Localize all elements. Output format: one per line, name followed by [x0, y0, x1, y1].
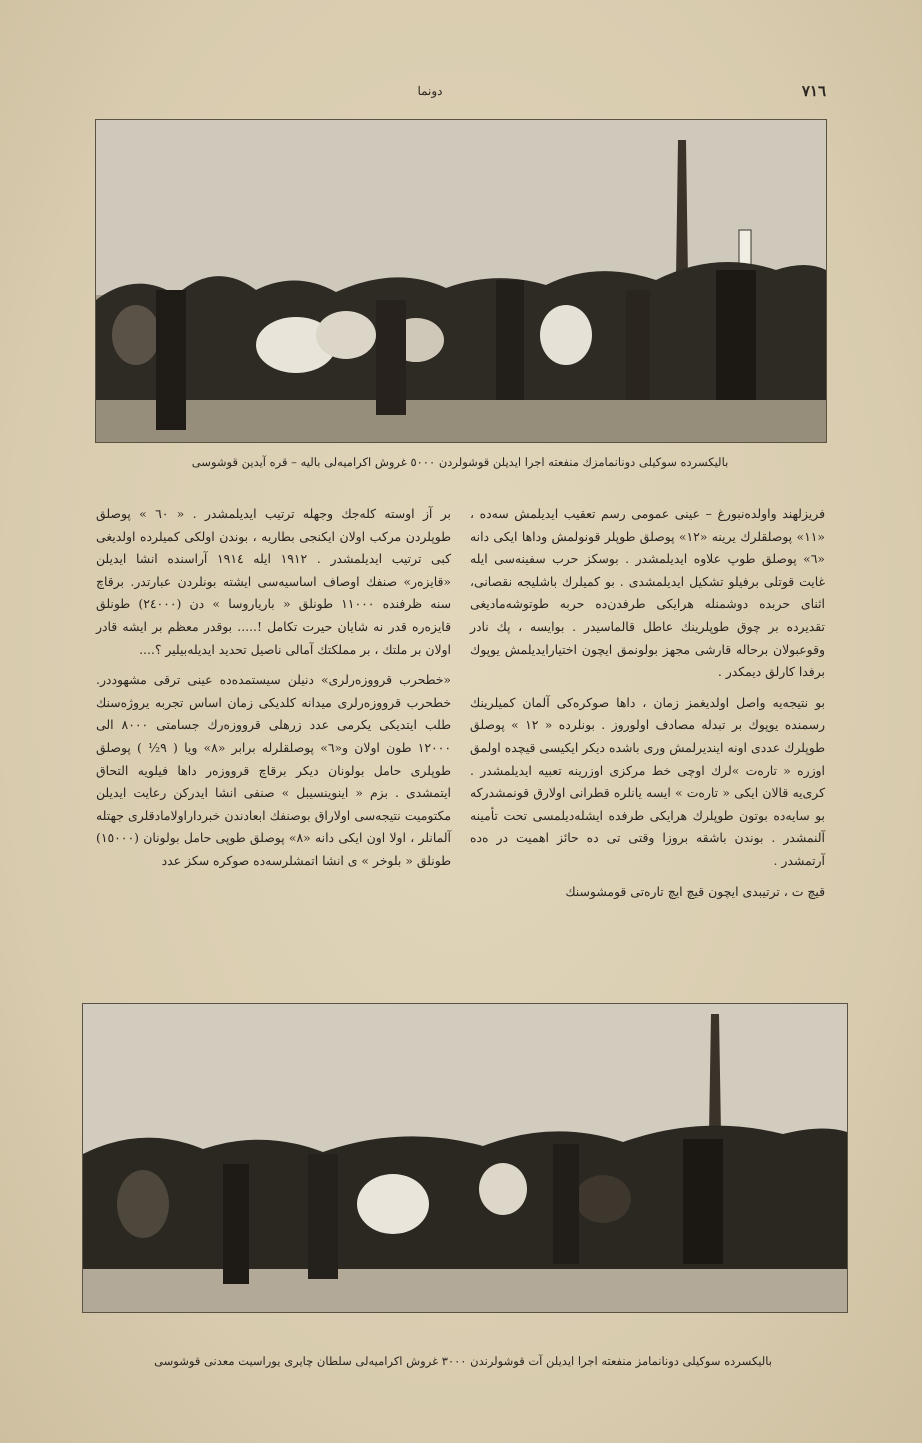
page-number: ٧١٦ [801, 82, 826, 100]
running-title: دونما [417, 84, 443, 98]
text-column-left [96, 503, 451, 995]
bottom-photo-caption: بالیکسرده سوکیلی دونانمامز منفعته اجرا ایدیلن آت قوشولرندن ٣٠٠٠ غروش اکرامیه‌لی سلطان چایری یوراسیت معدنی قوشوسی [154, 1354, 772, 1368]
paragraph: فریزلهند واولدەنبورغ – عینی عمومی رسم تعقیب ایدیلمش سه‌ده ، «١١» پوصلقلرك یرینه «١٢» پوصلق طوپلر قونولمش وداها ایکی دانه «٦» پوصلق طوپ علاوه ایدیلمشدر . بوسکز حرب سفینه‌سی ایله غایت قوتلی برفیلو تشکیل ایدیلمشدی . بو کمیلرك باشلیجه نقصانی، اثنای حربده دوشمنله هرایکی طرفدن‌ده حربه طوتوشه‌مادیغی تقدیرده بر چوق طوپلرینك عاطل قالماسیدر . بوایسه ، پك نادر وقوعبولان برحاله قارشی مجهز بولونمق ایچون اختیارایدیلمش یوپوك برفدا کارلق دیمکدر . [470, 506, 825, 680]
paragraph: بو نتیجه‌یه واصل اولدیغمز زمان ، داها صوکره‌کی آلمان کمیلرینك رسمنده یوپوك بر تبدله مصادف اولوروز . بونلرده « ١٢ » پوصلق طوپلرك عددی اونه ایندیرلمش وری باشده دیکر ایکیسی قیچده اولمق اوزره « تارەت »لرك اوچی خط مرکزی اوزرینه تعبیه ایدیلمشدر . کری‌یه قالان ایکی « تارەت » ایسه یانلره قطرانی اولارق قونمشدرکه بو سایه‌ده بوتون طوپلرك هرایکی طرفده ایشله‌دیلمسی تحت تأمینه آلنمشدر . بوندن باشقه بروزا وقتی تی ده حائز اهمیت در ەده آرتمشدر . [470, 694, 826, 868]
paragraph: قیچ ت ، ترتیبدی ایچون قیچ ایچ تارەتی قومشوسنك [565, 883, 825, 899]
horse-race-photo-bottom [83, 1004, 847, 1312]
horse-race-photo-top [96, 120, 826, 442]
paragraph: بر آز اوسته کلەجك وجهله ترتیب ایدیلمشدر . « ٦٠ » پوصلق طوپلردن مرکب اولان ایکنجی بطاریه ، بوندن اولکی کمیلرده اولدیغی کبی ترتیب ایدیلمشدر . ١٩١٢ ایله ١٩١٤ آراسنده انشا ایدیلن «قایزەر» صنفك اوصاف اساسیه‌سی ایشته بونلردن عبارتدر. برقاچ سنه ظرفنده ١١٠٠٠ طونلق « باریاروسا » دن (٢٤٠٠٠) طونلق قایزەره قدر نه شایان حیرت تکامل !..... بوقدر معظم بر ایشه قادر اولان بر ملتك ، بر مملکتك آمالی ناصیل تحدید ایدیله‌بیلیر ؟.... [96, 506, 452, 657]
top-photo-caption: بالیکسرده سوکیلی دونانمامزك منفعته اجرا ایدیلن قوشولردن ٥٠٠٠ غروش اکرامیه‌لی بالیه – قره آیدین قوشوسی [191, 455, 729, 469]
text-column-right [470, 503, 825, 995]
paragraph: «خطحرب قرووزەرلری» دنیلن سیستمده‌ده عینی ترقی مشهوددر. خطحرب قرووزەرلری میدانه کلدیکی زمان اساس تجربه یروژه‌سنك طلب ایتدیکی یکرمی عدد زرهلی قرووزەرك جسامتی ٨٠٠٠ الی ١٢٠٠٠ طون اولان و«٦» پوصلقلرله برابر «٨» ویا ( ٩½ ) پوصلق طوپلری حامل بولونان دیکر برقاچ قرووزەر داها فیلویه التحاق ایتمشدی . بزم « اینوینسیبل » صنفی انشا ایدرکن رعایت ایدیلن مکتومیت نتیجه‌سی اولاراق بوصنفك ابعادندن خبرداراولامادقلری جهتله آلمانلر ، اولا اون ایکی دانه «٨» پوصلق طوپی حامل بولونان (١٥٠٠٠) طونلق « بلوخر » ی انشا اتمشلرسه‌ده صوکره سکز عدد [96, 672, 452, 868]
bottom-photograph [82, 1003, 848, 1313]
top-photograph [95, 119, 827, 443]
